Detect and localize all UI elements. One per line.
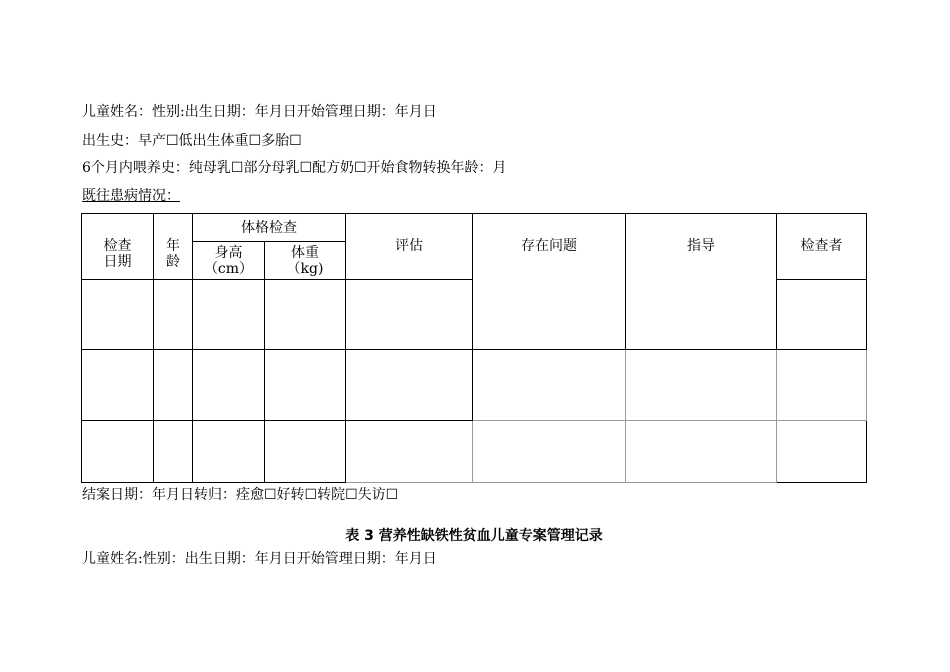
cell-age[interactable] bbox=[154, 421, 193, 483]
cell-height[interactable] bbox=[193, 350, 265, 421]
cell-weight[interactable] bbox=[265, 350, 346, 421]
header-guidance: 指导 bbox=[626, 214, 777, 350]
cell-problems[interactable] bbox=[473, 421, 626, 483]
cell-age[interactable] bbox=[154, 350, 193, 421]
header-weight: 体重 （kg) bbox=[265, 242, 346, 280]
cell-guidance[interactable] bbox=[626, 350, 777, 421]
cell-examiner[interactable] bbox=[777, 421, 867, 483]
header-row bbox=[82, 214, 867, 242]
cell-assessment[interactable] bbox=[346, 350, 473, 421]
header-age: 年 龄 bbox=[154, 214, 193, 280]
header-check-date: 检查 日期 bbox=[82, 214, 154, 280]
cell-problems[interactable] bbox=[473, 350, 626, 421]
header-problems: 存在问题 bbox=[473, 214, 626, 350]
header-assessment: 评估 bbox=[346, 214, 473, 280]
section-title: 表 3 营养性缺铁性贫血儿童专案管理记录 bbox=[345, 528, 603, 544]
cell-date[interactable] bbox=[82, 280, 154, 350]
header-physical-exam: 体格检查 bbox=[193, 214, 346, 242]
cell-height[interactable] bbox=[193, 421, 265, 483]
cell-examiner[interactable] bbox=[777, 350, 867, 421]
birth-history-line: 出生史：早产☐低出生体重☐多胎☐ bbox=[82, 133, 302, 149]
cell-examiner[interactable] bbox=[777, 280, 867, 350]
cell-age[interactable] bbox=[154, 280, 193, 350]
follow-up-record-table bbox=[81, 213, 867, 483]
cell-assessment[interactable] bbox=[346, 421, 473, 483]
case-closing-line: 结案日期：年月日转归：痊愈☐好转☐转院☐失访☐ bbox=[82, 487, 399, 503]
table-row bbox=[82, 350, 867, 421]
cell-weight[interactable] bbox=[265, 421, 346, 483]
header-height: 身高 （cm） bbox=[193, 242, 265, 280]
cell-height[interactable] bbox=[193, 280, 265, 350]
feeding-history-line: 6个月内喂养史：纯母乳☐部分母乳☐配方奶☐开始食物转换年龄：月 bbox=[82, 160, 507, 176]
cell-date[interactable] bbox=[82, 421, 154, 483]
cell-assessment[interactable] bbox=[346, 280, 473, 350]
cell-guidance[interactable] bbox=[626, 421, 777, 483]
header-examiner: 检查者 bbox=[777, 214, 867, 280]
table-row bbox=[82, 421, 867, 483]
cell-weight[interactable] bbox=[265, 280, 346, 350]
cell-date[interactable] bbox=[82, 350, 154, 421]
child-info-line-2: 儿童姓名:性别：出生日期：年月日开始管理日期：年月日 bbox=[82, 551, 437, 567]
child-info-line: 儿童姓名：性别:出生日期：年月日开始管理日期：年月日 bbox=[82, 104, 437, 120]
past-illness-line: 既往患病情况： bbox=[82, 188, 180, 204]
